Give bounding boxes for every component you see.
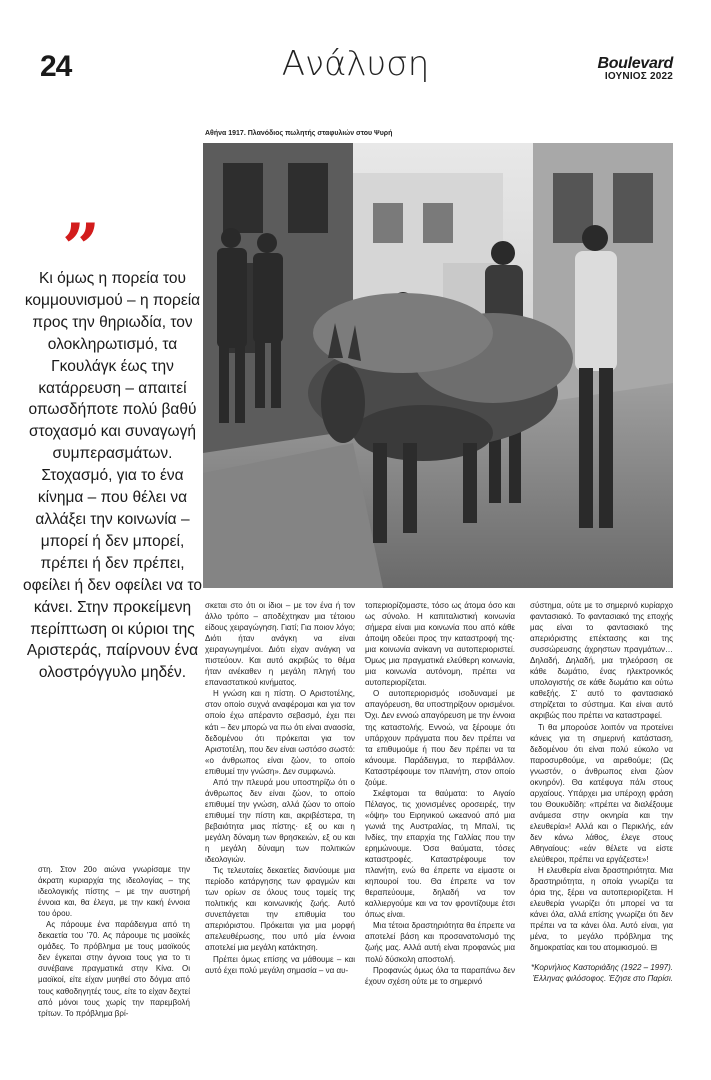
issue-date: ΙΟΥΝΙΟΣ 2022 <box>604 71 673 82</box>
article-column-2 <box>205 600 355 976</box>
pull-quote: Κι όμως η πορεία του κομμουνισμού – η πορεία προς την θηριωδία, τον ολοκληρωτισμό, τα Γκουλάγκ έως την κατάρρευση – απαιτεί οπωσδήποτε πολύ βαθύ στοχασμό και συναγωγή συμπερασμάτων. Στοχασμό, για το ένα κίνημα – που θέλει να αλλάξει την κοινωνία – μπορεί ή δεν μπορεί, πρέπει ή δεν πρέπει, οφείλει ή δεν οφείλει να το κάνει. Στην προκείμενη περίπτωση οι κύριοι της Αριστεράς, παίρνουν ένα ολοστρόγγυλο μηδέν. <box>23 270 202 682</box>
masthead-brand: Boulevard <box>597 55 673 72</box>
author-bio <box>530 962 673 984</box>
paragraph: Η γνώση και η πίστη. Ο Αριστοτέλης, στον οποίο συχνά αναφέρομαι και για τον οποίο έχω απέραντο σεβασμό, έχει πει κάτι – δεν μπορώ να πω ότι είναι αναοσία, δεδομένου ότι πρόκειται για τον Αριστοτέλη, που δεν είναι ωστόσο σωστό: «ο άνθρωπος είναι ζώον, το οποίο επιθυμεί την γνώση». Δεν συμφωνώ. <box>205 689 355 776</box>
author-bio-line: *Κορνήλιος Καστοριάδης (1922 – 1997). <box>530 962 673 972</box>
paragraph: Τις τελευταίες δεκαετίες διανύουμε μια περίοδο κατάργησης των φραγμών και των ορίων σε όλους τους τομείς της πολιτικής και κοινωνικής ζωής. Αυτό συνεπάγεται την επιθυμία του απεριόριστου. Πρόκειται για μια μορφή απελευθέρωσης, που υπό μία έννοια αποτελεί μια μεγάλη κατάκτηση. <box>205 866 355 953</box>
paragraph: Η ελευθερία είναι δραστηριότητα. Μια δραστηριότητα, η οποία γνωρίζει τα όρια της, ξέρει να αυτοπεριορίζεται. Η ελευθερία γνωρίζει ότι μπορεί να τα κάνει όλα, αλλά επίσης γνωρίζει ότι δεν πρέπει να τα κάνει όλα. Αυτό είναι, για μένα, το μεγάλο πρόβλημα της δημοκρατίας και του ατομικισμού. ⊟ <box>530 866 673 953</box>
page-number: 24 <box>40 50 72 83</box>
article-column-3 <box>365 600 515 987</box>
paragraph: Τι θα μπορούσε λοιπόν να προτείνει κάνεις για τη σημερινή κατάσταση, δεδομένου ότι είναι πολύ εύκολο να παροσυρθούμε, να αιρεθούμε; (Ως γνωστόν, ο άνθρωπος είναι ζώον οκνηρόν). Θα κατέφυγα πάλι στους αρχαίους. Υπάρχει μια υπέροχη φράση του Θουκυδίδη: «πρέπει να διαλέξουμε ανάμεσα στην οκνηρία και την ελευθερία»! Αλλά και ο Περικλής, εάν δεν κάνω λάθος, έλεγε στους Αθηναίους: «εάν θέλετε να είστε ελεύθεροι, πρέπει να εργάζεστε»! <box>530 722 673 865</box>
section-title: Ανάλυση <box>281 44 430 84</box>
masthead <box>597 56 673 83</box>
paragraph: Πρέπει όμως επίσης να μάθουμε – και αυτό έχει πολύ μεγάλη σημασία – να αυ- <box>205 954 355 975</box>
paragraph: Ο αυτοπεριορισμός ισοδυναμεί με απαγόρευση, θα υποστηρίξουν ορισμένοι. Όχι. Δεν εννοώ απαγόρευση με την έννοια της καταστολής. Εννοώ, να ξέρουμε ότι υπάρχουν πράγματα που δεν πρέπει να τα επιθυμούμε ή που δεν πρέπει να τα κάνουμε. Παράδειγμα, το περιβάλλον. Καταστρέφουμε τον πλανήτη, στον οποίο ζούμε. <box>365 689 515 787</box>
photo-illustration <box>203 143 673 588</box>
paragraph: σύστημα, ούτε με το σημερινό κυρίαρχο φαντασιακό. Το φαντασιακό της εποχής μας είναι το φαντασιακό της απεριόριστης επέκτασης και της συσσώρευσης άχρηστων πραγμάτων… Δηλαδή, Δηλαδή, μια τηλεόραση σε κάθε δωμάτιο, ένας ηλεκτρονικός υπολογιστής σε κάθε δωμάτιο και ούτω καθεξής. Σ’ αυτό το φαντασιακό στηρίζεται το σύστημα. Και είναι αυτό ακριβώς που πρέπει να καταστραφεί. <box>530 601 673 721</box>
historical-photo <box>203 143 673 588</box>
paragraph: Προφανώς όμως όλα τα παραπάνω δεν έχουν σχέση ούτε με το σημερινό <box>365 965 515 986</box>
paragraph: Ας πάρουμε ένα παράδειγμα από τη δεκαετία του ’70. Ας πάρουμε τις μαοϊκές ομάδες. Το πρόβλημα με τους μαοϊκούς δεν έγκειται στην άγνοια τους για το τι συνέβαινε πραγματικά στην Κίνα. Οι μαοϊκοί, είτε είχαν μυηθεί στο δόγμα από τους καθοδηγητές τους, είτε το είχαν δεχτεί από μόνοι τους χωρίς την παρεμβολή τρίτων. Το πρόβλημα βρί- <box>38 920 190 1018</box>
photo-caption: Αθήνα 1917. Πλανόδιος πωλητής σταφυλιών στου Ψυρή <box>205 130 393 137</box>
author-bio-line: Έλληνας φιλόσοφος. Έζησε στο Παρίσι. <box>532 973 673 983</box>
quote-mark-icon: ” <box>62 209 100 287</box>
paragraph: Από την πλευρά μου υποστηρίζω ότι ο άνθρωπος δεν είναι ζώον, το οποίο επιθυμεί την γνώση, αλλά ζώον το οποίο επιθυμεί την πίστη και, ακριβέστερα, τη βεβαιότητα μιας πίστης· εξ ου και η μεγάλη δύναμη των θρησκειών, εξ ου και η μεγάλη δύναμη των πολιτικών ιδεολογιών. <box>205 777 355 865</box>
paragraph: σκεται στο ότι οι ίδιοι – με τον ένα ή τον άλλο τρόπο – αποδέχτηκαν μια τέτοιου είδους χειραγώγηση. Γιατί; Για ποιον λόγο; Διότι ήταν ανάγκη να είναι χειραγωγημένοι. Διότι είχαν ανάγκη να πιστεύουν. Και αυτό ακριβώς το θέμα ήταν ανέκαθεν η μεγάλη πληγή του επαναστατικού κινήματος. <box>205 601 355 688</box>
article-column-1 <box>38 864 190 1019</box>
article-column-4 <box>530 600 673 984</box>
paragraph: Σκέφτομαι τα θαύματα: το Αιγαίο Πέλαγος, τις χιονισμένες οροσειρές, την «όψη» του Ειρηνικού ωκεανού από μια γωνιά της Αυστραλίας, τη Μπαλί, τις Ινδίες, την επαρχία της Γαλλίας που την ερημώνουμε. Όσα θαύματα, τόσες καταστροφές. Καταστρέφουμε τον πλανήτη, ενώ θα έπρεπε να είμαστε οι κηπουροί του. Θα έπρεπε να τον θεραπεύουμε, δηλαδή να τον καλλιεργούμε και να τον φροντίζουμε έτσι όπως είναι. <box>365 788 515 920</box>
paragraph: Μια τέτοια δραστηριότητα θα έπρεπε να αποτελεί βάση και προσανατολισμό της ζωής μας. Αλλά αυτή είναι προφανώς μια πολύ δύσκολη αποστολή. <box>365 921 515 964</box>
paragraph: στη. Στον 20ο αιώνα γνωρίσαμε την άκρατη κυριαρχία της ιδεολογίας – της ιδεολογικής πίστης – με την αυστηρή έννοια και, θα έλεγα, με την κακή έννοια του όρου. <box>38 865 190 919</box>
paragraph: τοπεριορίζομαστε, τόσο ως άτομα όσο και ως σύνολο. Η καπιταλιστική κοινωνία σήμερα είναι μια κοινωνία που από κάθε άποψη οδεύει προς την καταστροφή της· μια κοινωνία ανίκανη να αυτοπεριοριστεί. Όμως μια πραγματικά ελεύθερη κοινωνία, μια κοινωνία αυτόνομη, πρέπει να αυτοπεριορίζεται. <box>365 601 515 688</box>
